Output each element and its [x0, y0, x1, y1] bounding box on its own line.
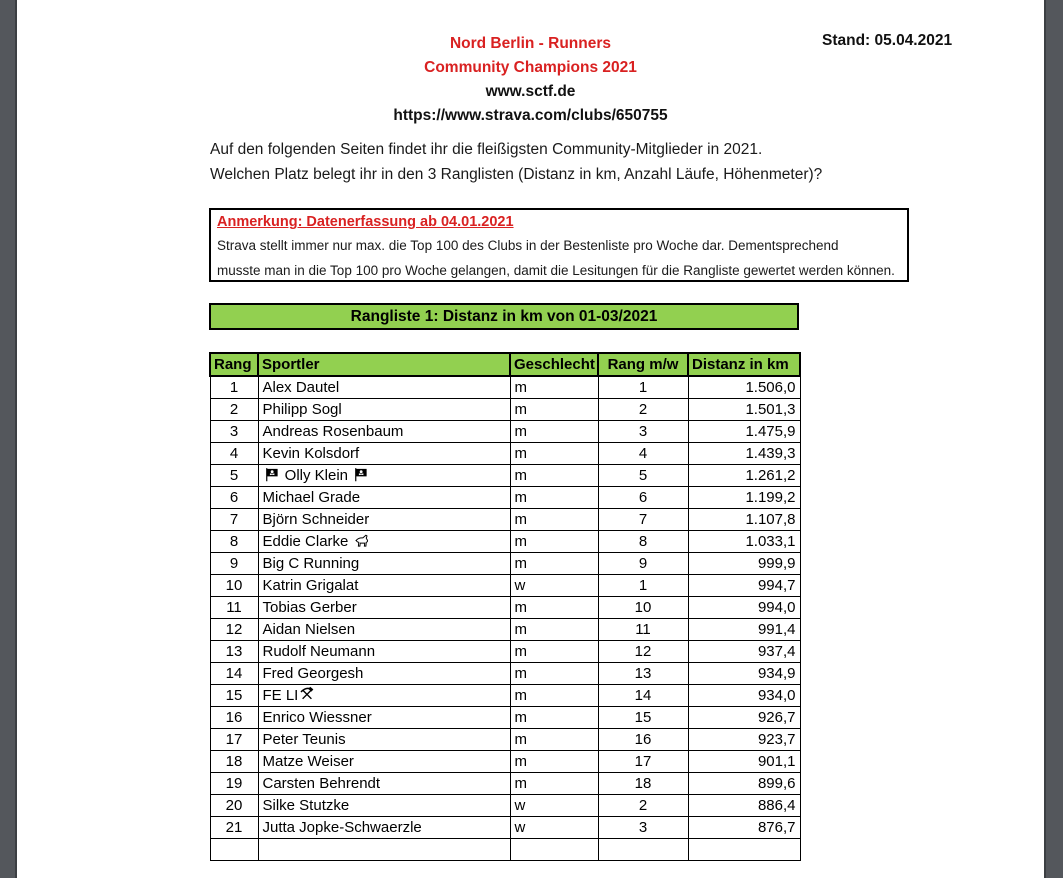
cell-geschlecht: m — [510, 420, 598, 442]
goat-icon — [354, 533, 371, 548]
cell-rang: 4 — [210, 442, 258, 464]
cell-distanz-km: 1.475,9 — [688, 420, 800, 442]
cell-rang-mw: 6 — [598, 486, 688, 508]
cell-rang-mw: 8 — [598, 530, 688, 552]
cell-rang: 16 — [210, 706, 258, 728]
column-header-geschlecht: Geschlecht — [510, 353, 598, 376]
cell-rang: 13 — [210, 640, 258, 662]
table-row — [210, 398, 800, 420]
cell-distanz-km: 991,4 — [688, 618, 800, 640]
cell-rang-mw: 3 — [598, 816, 688, 838]
cell-rang-mw: 12 — [598, 640, 688, 662]
table-row — [210, 574, 800, 596]
table-row — [210, 508, 800, 530]
cell-distanz-km: 1.501,3 — [688, 398, 800, 420]
cell-geschlecht: w — [510, 574, 598, 596]
cell-distanz-km: 876,7 — [688, 816, 800, 838]
cell-sportler: Carsten Behrendt — [258, 772, 510, 794]
cell-sportler: FE LI — [258, 684, 510, 706]
cell-rang-mw: 4 — [598, 442, 688, 464]
column-header-sportler: Sportler — [258, 353, 510, 376]
table-row — [210, 420, 800, 442]
cell-distanz-km — [688, 838, 800, 860]
cell-rang: 10 — [210, 574, 258, 596]
table-row-partial — [210, 838, 800, 860]
cell-rang-mw: 17 — [598, 750, 688, 772]
table-row — [210, 706, 800, 728]
cell-geschlecht: m — [510, 728, 598, 750]
table-row — [210, 640, 800, 662]
cell-sportler: Matze Weiser — [258, 750, 510, 772]
stand-date: Stand: 05.04.2021 — [822, 32, 953, 49]
cell-distanz-km: 937,4 — [688, 640, 800, 662]
cell-geschlecht: m — [510, 442, 598, 464]
cell-geschlecht: w — [510, 794, 598, 816]
cell-geschlecht: m — [510, 398, 598, 420]
table-row — [210, 772, 800, 794]
cell-distanz-km: 923,7 — [688, 728, 800, 750]
ranking-table-container — [209, 352, 803, 878]
intro-line-2: Welchen Platz belegt ihr in den 3 Ranglisten (Distanz in km, Anzahl Läufe, Höhenmeter)? — [210, 165, 823, 183]
ranking-table-header-row — [210, 353, 800, 376]
strava-club-link[interactable]: https://www.strava.com/clubs/650755 — [393, 107, 668, 124]
cell-distanz-km: 899,6 — [688, 772, 800, 794]
cell-geschlecht: w — [510, 816, 598, 838]
cell-distanz-km: 994,0 — [688, 596, 800, 618]
cell-geschlecht: m — [510, 662, 598, 684]
cell-distanz-km: 901,1 — [688, 750, 800, 772]
cell-sportler: Kevin Kolsdorf — [258, 442, 510, 464]
note-title: Anmerkung: Datenerfassung ab 04.01.2021 — [217, 214, 514, 230]
viewer-right-gutter — [1044, 0, 1063, 878]
cell-rang-mw: 1 — [598, 574, 688, 596]
title-line-2: Community Champions 2021 — [424, 59, 637, 76]
section-banner — [209, 303, 799, 330]
cell-geschlecht: m — [510, 552, 598, 574]
cell-rang — [210, 838, 258, 860]
cell-sportler: Björn Schneider — [258, 508, 510, 530]
cell-rang: 5 — [210, 464, 258, 486]
cell-rang-mw: 5 — [598, 464, 688, 486]
column-header-rang-m-w: Rang m/w — [598, 353, 688, 376]
cell-sportler: Olly Klein — [258, 464, 510, 486]
cell-rang: 3 — [210, 420, 258, 442]
table-row — [210, 662, 800, 684]
cell-geschlecht: m — [510, 508, 598, 530]
cell-rang: 21 — [210, 816, 258, 838]
note-box — [209, 208, 909, 282]
cell-sportler: Fred Georgesh — [258, 662, 510, 684]
cell-distanz-km: 994,7 — [688, 574, 800, 596]
cell-sportler: Tobias Gerber — [258, 596, 510, 618]
viewer-left-gutter — [0, 0, 17, 878]
cell-rang-mw: 11 — [598, 618, 688, 640]
cell-rang: 9 — [210, 552, 258, 574]
cell-distanz-km: 926,7 — [688, 706, 800, 728]
intro-paragraph — [210, 138, 822, 187]
cell-rang-mw: 10 — [598, 596, 688, 618]
cell-sportler: Rudolf Neumann — [258, 640, 510, 662]
cell-geschlecht: m — [510, 772, 598, 794]
table-row — [210, 442, 800, 464]
cell-geschlecht: m — [510, 750, 598, 772]
cell-rang-mw: 16 — [598, 728, 688, 750]
document-page — [17, 0, 1044, 878]
cell-distanz-km: 1.107,8 — [688, 508, 800, 530]
cell-rang: 8 — [210, 530, 258, 552]
cell-sportler: Enrico Wiessner — [258, 706, 510, 728]
note-body-line-2: musste man in die Top 100 pro Woche gelangen, damit die Lesitungen für die Rangliste gewertet werden können. — [217, 263, 895, 278]
section-banner-label: Rangliste 1: Distanz in km von 01-03/2021 — [350, 307, 658, 325]
cell-geschlecht: m — [510, 464, 598, 486]
table-row — [210, 464, 800, 486]
title-line-1: Nord Berlin - Runners — [449, 35, 612, 52]
cell-rang-mw: 3 — [598, 420, 688, 442]
ranking-table — [209, 352, 801, 861]
cell-distanz-km: 1.199,2 — [688, 486, 800, 508]
cell-rang: 11 — [210, 596, 258, 618]
table-row — [210, 530, 800, 552]
intro-line-1: Auf den folgenden Seiten findet ihr die fleißigsten Community-Mitglieder in 2021. — [210, 141, 763, 158]
table-row — [210, 750, 800, 772]
cell-sportler: Alex Dautel — [258, 376, 510, 398]
hammer-pick-icon — [299, 686, 315, 702]
cell-rang: 18 — [210, 750, 258, 772]
pirate-flag-icon — [264, 467, 280, 482]
cell-rang: 12 — [210, 618, 258, 640]
table-row — [210, 552, 800, 574]
cell-sportler: Katrin Grigalat — [258, 574, 510, 596]
cell-rang-mw: 18 — [598, 772, 688, 794]
cell-rang-mw: 7 — [598, 508, 688, 530]
cell-distanz-km: 999,9 — [688, 552, 800, 574]
cell-sportler: Peter Teunis — [258, 728, 510, 750]
table-row — [210, 728, 800, 750]
cell-sportler: Michael Grade — [258, 486, 510, 508]
cell-sportler: Philipp Sogl — [258, 398, 510, 420]
cell-geschlecht — [510, 838, 598, 860]
cell-rang-mw: 9 — [598, 552, 688, 574]
cell-sportler: Aidan Nielsen — [258, 618, 510, 640]
cell-distanz-km: 934,0 — [688, 684, 800, 706]
table-row — [210, 486, 800, 508]
cell-geschlecht: m — [510, 684, 598, 706]
note-body — [217, 233, 901, 283]
cell-distanz-km: 1.506,0 — [688, 376, 800, 398]
cell-rang-mw: 15 — [598, 706, 688, 728]
cell-rang-mw: 13 — [598, 662, 688, 684]
cell-rang-mw: 1 — [598, 376, 688, 398]
pirate-flag-icon — [353, 467, 369, 482]
cell-sportler: Silke Stutzke — [258, 794, 510, 816]
cell-rang: 15 — [210, 684, 258, 706]
cell-geschlecht: m — [510, 640, 598, 662]
cell-geschlecht: m — [510, 618, 598, 640]
cell-geschlecht: m — [510, 596, 598, 618]
cell-rang: 2 — [210, 398, 258, 420]
cell-sportler: Andreas Rosenbaum — [258, 420, 510, 442]
cell-distanz-km: 886,4 — [688, 794, 800, 816]
table-row — [210, 376, 800, 398]
table-row — [210, 794, 800, 816]
note-body-line-1: Strava stellt immer nur max. die Top 100 des Clubs in der Bestenliste pro Woche dar. Dementsprechend — [217, 238, 839, 253]
cell-rang-mw: 2 — [598, 794, 688, 816]
table-row — [210, 684, 800, 706]
cell-rang: 14 — [210, 662, 258, 684]
cell-rang: 17 — [210, 728, 258, 750]
cell-rang: 20 — [210, 794, 258, 816]
cell-sportler: Eddie Clarke — [258, 530, 510, 552]
cell-distanz-km: 1.033,1 — [688, 530, 800, 552]
cell-geschlecht: m — [510, 376, 598, 398]
cell-distanz-km: 1.261,2 — [688, 464, 800, 486]
cell-distanz-km: 1.439,3 — [688, 442, 800, 464]
website-link[interactable]: www.sctf.de — [485, 83, 576, 100]
column-header-distanz-in-km: Distanz in km — [688, 353, 800, 376]
cell-rang: 19 — [210, 772, 258, 794]
cell-sportler — [258, 838, 510, 860]
cell-sportler: Jutta Jopke-Schwaerzle — [258, 816, 510, 838]
cell-rang: 7 — [210, 508, 258, 530]
cell-sportler: Big C Running — [258, 552, 510, 574]
cell-rang-mw: 2 — [598, 398, 688, 420]
cell-geschlecht: m — [510, 706, 598, 728]
cell-rang-mw: 14 — [598, 684, 688, 706]
cell-geschlecht: m — [510, 486, 598, 508]
cell-distanz-km: 934,9 — [688, 662, 800, 684]
cell-geschlecht: m — [510, 530, 598, 552]
cell-rang-mw — [598, 838, 688, 860]
table-row — [210, 596, 800, 618]
cell-rang: 1 — [210, 376, 258, 398]
cell-rang: 6 — [210, 486, 258, 508]
table-row — [210, 816, 800, 838]
column-header-rang: Rang — [210, 353, 258, 376]
table-row — [210, 618, 800, 640]
ranking-table-body — [210, 376, 800, 860]
